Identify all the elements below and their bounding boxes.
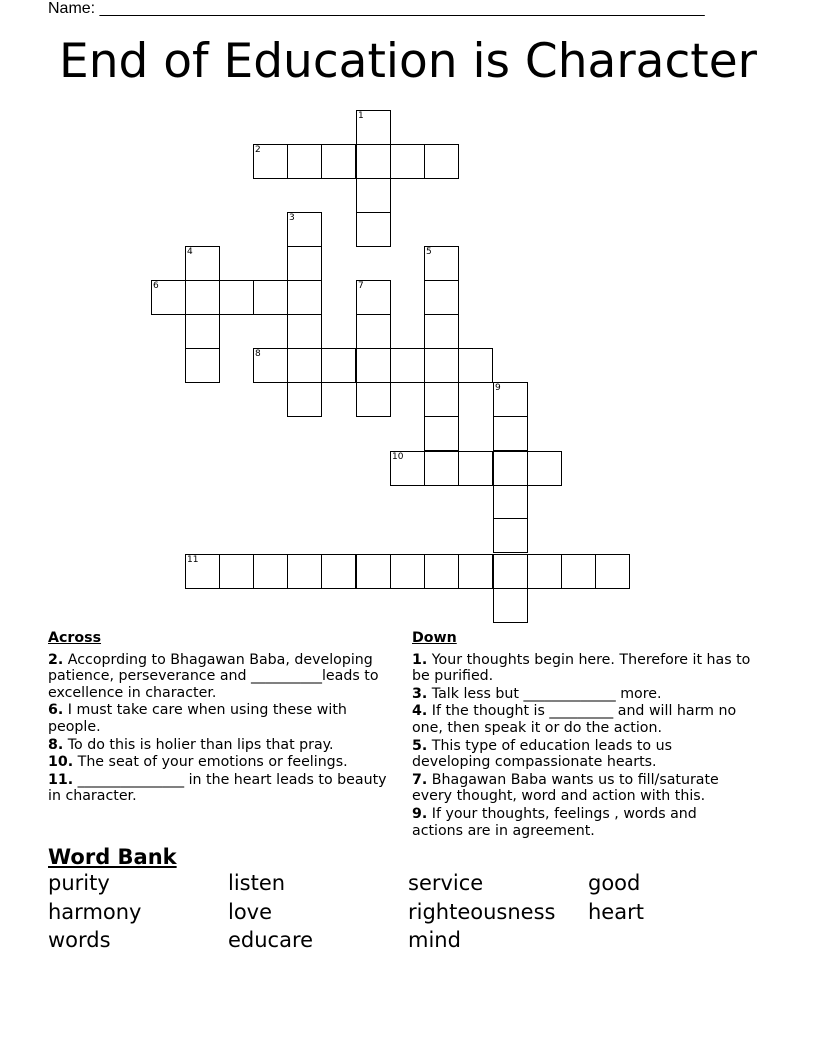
clue-number: 3 bbox=[289, 213, 295, 223]
crossword-cell[interactable] bbox=[287, 144, 322, 179]
clue-item bbox=[48, 754, 400, 771]
crossword-cell[interactable] bbox=[356, 314, 391, 349]
clue-text: If the thought is _________ and will harm no one, then speak it or do the action. bbox=[412, 703, 737, 736]
crossword-cell[interactable] bbox=[356, 110, 391, 145]
crossword-cell[interactable] bbox=[595, 554, 630, 589]
crossword-cell[interactable] bbox=[321, 144, 356, 179]
word-bank-item: harmony bbox=[48, 899, 142, 924]
clue-number-label: 11. bbox=[48, 771, 74, 788]
clue-text: The seat of your emotions or feelings. bbox=[73, 754, 348, 771]
crossword-cell[interactable] bbox=[321, 554, 356, 589]
word-bank-item: love bbox=[228, 899, 273, 924]
clue-text: I must take care when using these with people. bbox=[48, 702, 347, 735]
crossword-cell[interactable] bbox=[253, 554, 288, 589]
word-bank-item: educare bbox=[228, 928, 314, 953]
clue-text: If your thoughts, feelings , words and actions are in agreement. bbox=[412, 805, 697, 839]
crossword-cell[interactable] bbox=[356, 212, 391, 247]
crossword-cell[interactable] bbox=[390, 451, 425, 486]
page-title: End of Education is Character bbox=[59, 34, 757, 89]
clue-text: Your thoughts begin here. Therefore it has to be purified. bbox=[412, 651, 751, 685]
clue-number: 7 bbox=[358, 281, 364, 291]
crossword-cell[interactable] bbox=[287, 280, 322, 315]
clue-number-label: 9. bbox=[412, 805, 428, 822]
crossword-cell[interactable] bbox=[287, 212, 322, 247]
crossword-cell[interactable] bbox=[185, 348, 220, 383]
crossword-cell[interactable] bbox=[493, 416, 528, 451]
clue-text: Accoprding to Bhagawan Baba, developing patience, perseverance and __________leads to excellence in character. bbox=[48, 651, 379, 701]
crossword-cell[interactable] bbox=[458, 451, 493, 486]
crossword-cell[interactable] bbox=[424, 348, 459, 383]
crossword-cell[interactable] bbox=[493, 518, 528, 553]
crossword-cell[interactable] bbox=[424, 416, 459, 451]
word-bank-item: good bbox=[588, 871, 641, 895]
clue-text: _______________ in the heart leads to beauty in character. bbox=[48, 771, 387, 805]
clue-text: To do this is holier than lips that pray. bbox=[63, 736, 334, 753]
word-bank bbox=[48, 872, 768, 953]
clue-number-label: 5. bbox=[412, 737, 428, 754]
crossword-cell[interactable] bbox=[185, 280, 220, 315]
clue-number-label: 1. bbox=[412, 651, 428, 668]
crossword-cell[interactable] bbox=[287, 382, 322, 417]
clue-text: Talk less but _____________ more. bbox=[427, 685, 662, 702]
crossword-cell[interactable] bbox=[424, 382, 459, 417]
clue-text: This type of education leads to us developing compassionate hearts. bbox=[412, 737, 672, 771]
clue-number: 9 bbox=[495, 383, 501, 393]
crossword-cell[interactable] bbox=[424, 451, 459, 486]
word-bank-item: listen bbox=[228, 871, 286, 895]
word-bank-item: mind bbox=[408, 928, 461, 953]
crossword-cell[interactable] bbox=[356, 178, 391, 213]
crossword-cell[interactable] bbox=[219, 280, 254, 315]
clue-item bbox=[412, 686, 752, 703]
crossword-cell[interactable] bbox=[356, 348, 391, 383]
word-bank-item: heart bbox=[588, 899, 644, 924]
crossword-cell[interactable] bbox=[424, 314, 459, 349]
crossword-cell[interactable] bbox=[287, 314, 322, 349]
crossword-cell[interactable] bbox=[356, 382, 391, 417]
crossword-cell[interactable] bbox=[185, 246, 220, 281]
crossword-cell[interactable] bbox=[253, 144, 288, 179]
crossword-cell[interactable] bbox=[185, 554, 220, 589]
crossword-cell[interactable] bbox=[424, 280, 459, 315]
crossword-cell[interactable] bbox=[527, 451, 562, 486]
crossword-cell[interactable] bbox=[356, 280, 391, 315]
word-bank-item: purity bbox=[48, 871, 110, 895]
crossword-cell[interactable] bbox=[458, 348, 493, 383]
clue-item bbox=[48, 772, 400, 805]
clue-item bbox=[412, 703, 752, 736]
clue-number: 10 bbox=[392, 452, 404, 462]
crossword-cell[interactable] bbox=[356, 144, 391, 179]
crossword-cell[interactable] bbox=[253, 280, 288, 315]
crossword-cell[interactable] bbox=[493, 588, 528, 623]
crossword-cell[interactable] bbox=[287, 348, 322, 383]
clue-number-label: 7. bbox=[412, 771, 428, 788]
word-bank-title: Word Bank bbox=[48, 845, 177, 869]
crossword-cell[interactable] bbox=[493, 382, 528, 417]
crossword-cell[interactable] bbox=[185, 314, 220, 349]
clue-number-label: 2. bbox=[48, 651, 64, 668]
crossword-cell[interactable] bbox=[390, 348, 425, 383]
crossword-cell[interactable] bbox=[561, 554, 596, 589]
clue-item bbox=[48, 737, 400, 754]
clue-number: 4 bbox=[187, 247, 193, 257]
crossword-cell[interactable] bbox=[287, 554, 322, 589]
clue-text: Bhagawan Baba wants us to fill/saturate every thought, word and action with this. bbox=[412, 771, 719, 805]
clue-number: 5 bbox=[426, 247, 432, 257]
clue-number-label: 3. bbox=[412, 685, 428, 702]
crossword-cell[interactable] bbox=[321, 348, 356, 383]
crossword-cell[interactable] bbox=[527, 554, 562, 589]
clue-number-label: 8. bbox=[48, 736, 64, 753]
down-heading: Down bbox=[412, 630, 457, 646]
clue-item bbox=[48, 702, 400, 735]
clue-number: 6 bbox=[153, 281, 159, 291]
clue-number: 11 bbox=[187, 555, 199, 565]
clue-number-label: 10. bbox=[48, 754, 74, 771]
clue-number-label: 4. bbox=[412, 703, 428, 720]
clue-number: 8 bbox=[255, 349, 261, 359]
down-clues bbox=[412, 630, 752, 840]
crossword-cell[interactable] bbox=[151, 280, 186, 315]
clue-item bbox=[412, 806, 752, 839]
across-heading: Across bbox=[48, 630, 102, 646]
crossword-cell[interactable] bbox=[424, 554, 459, 589]
crossword-cell[interactable] bbox=[356, 554, 391, 589]
crossword-cell[interactable] bbox=[424, 246, 459, 281]
word-bank-item: service bbox=[408, 871, 484, 895]
clue-number: 1 bbox=[358, 111, 364, 121]
clue-number: 2 bbox=[255, 145, 261, 155]
crossword-cell[interactable] bbox=[493, 484, 528, 519]
clue-item bbox=[48, 652, 400, 702]
crossword-cell[interactable] bbox=[253, 348, 288, 383]
crossword-cell[interactable] bbox=[493, 554, 528, 589]
word-bank-item: words bbox=[48, 928, 111, 953]
clue-item bbox=[412, 738, 752, 771]
crossword-cell[interactable] bbox=[390, 144, 425, 179]
across-clues bbox=[48, 630, 400, 806]
clue-item bbox=[412, 772, 752, 805]
crossword-cell[interactable] bbox=[390, 554, 425, 589]
name-field-line[interactable]: Name: ____________________________________________________________________ bbox=[48, 0, 705, 17]
crossword-cell[interactable] bbox=[458, 554, 493, 589]
crossword-cell[interactable] bbox=[219, 554, 254, 589]
crossword-cell[interactable] bbox=[493, 451, 528, 486]
word-bank-item: righteousness bbox=[408, 899, 556, 924]
crossword-cell[interactable] bbox=[287, 246, 322, 281]
clue-item bbox=[412, 652, 752, 685]
crossword-cell[interactable] bbox=[424, 144, 459, 179]
clue-number-label: 6. bbox=[48, 702, 64, 719]
